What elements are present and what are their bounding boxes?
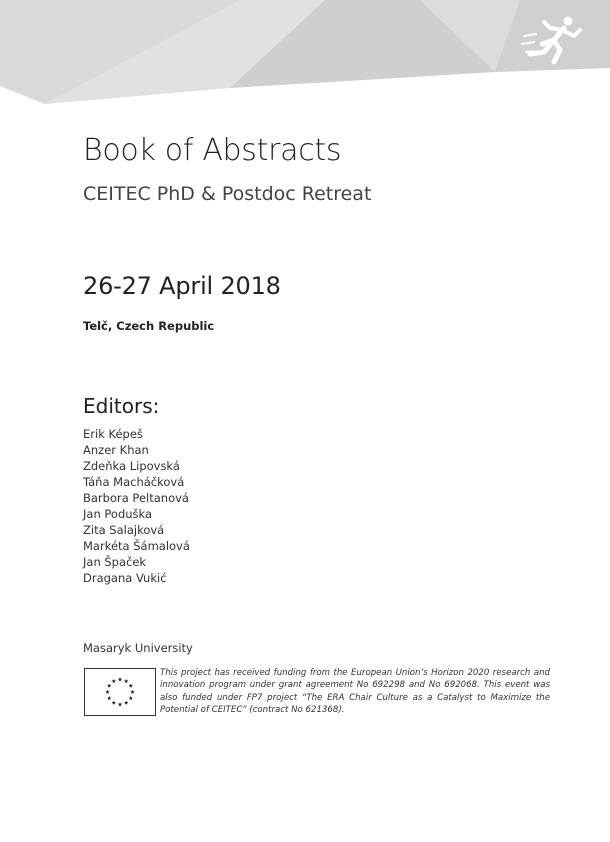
editor-name: Jan Poduška bbox=[83, 507, 153, 521]
runner-logo-icon bbox=[520, 14, 586, 70]
eu-star bbox=[118, 677, 122, 681]
document-subtitle: CEITEC PhD & Postdoc Retreat bbox=[83, 183, 372, 205]
editors-list bbox=[83, 426, 190, 586]
eu-star bbox=[124, 679, 128, 683]
eu-star bbox=[107, 696, 111, 700]
eu-flag-icon bbox=[84, 668, 156, 716]
event-date: 26-27 April 2018 bbox=[83, 272, 281, 300]
publisher: Masaryk University bbox=[83, 641, 193, 655]
editor-name: Zita Salajková bbox=[83, 523, 165, 537]
eu-star bbox=[118, 702, 122, 706]
editor-name: Táňa Macháčková bbox=[83, 475, 185, 489]
editor-name: Jan Špaček bbox=[83, 555, 147, 569]
eu-star bbox=[129, 696, 133, 700]
funding-statement: This project has received funding from the European Union’s Horizon 2020 research and innovation program under grant agreement No 692298 and No 692068. This event was also funded under FP7 project “The ERA Chair Culture as a Catalyst to Maximize the Potential of CEITEC” (contract No 621368). bbox=[160, 668, 550, 715]
editor-name: Markéta Šámalová bbox=[83, 539, 190, 553]
editor-name: Erik Képeš bbox=[83, 427, 143, 441]
eu-star bbox=[112, 679, 116, 683]
editors-heading: Editors: bbox=[83, 394, 160, 418]
eu-star bbox=[105, 690, 109, 694]
document-title: Book of Abstracts bbox=[83, 133, 342, 168]
event-location: Telč, Czech Republic bbox=[83, 319, 215, 333]
editor-name: Barbora Peltanová bbox=[83, 491, 189, 505]
eu-star bbox=[107, 683, 111, 687]
eu-star bbox=[124, 700, 128, 704]
editor-name: Anzer Khan bbox=[83, 443, 149, 457]
eu-star bbox=[130, 690, 134, 694]
eu-star bbox=[112, 700, 116, 704]
eu-star bbox=[129, 683, 133, 687]
editor-name: Zdeňka Lipovská bbox=[83, 459, 180, 473]
header-geometric-banner bbox=[0, 0, 610, 110]
editor-name: Dragana Vukić bbox=[83, 571, 167, 585]
